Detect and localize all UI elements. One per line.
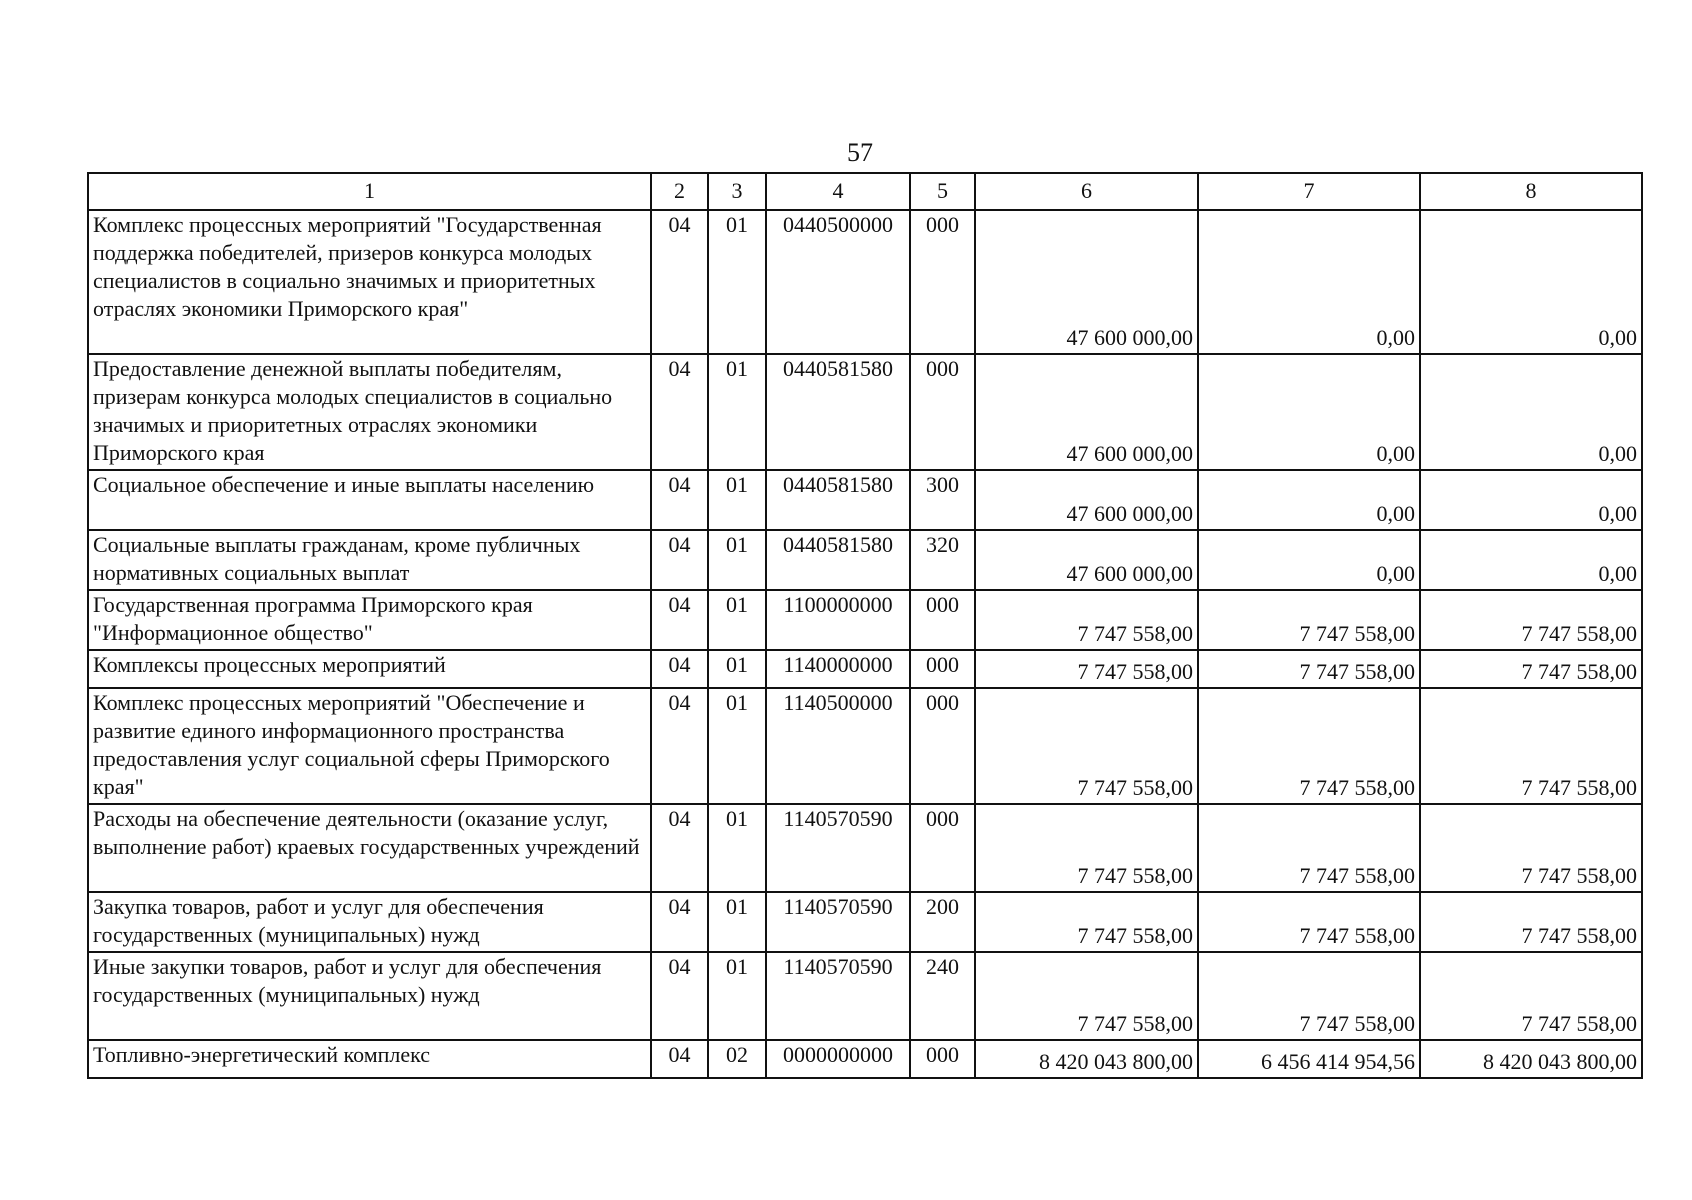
amount-col7-cell: 0,00 xyxy=(1198,470,1420,530)
target-article-cell: 0440500000 xyxy=(766,210,910,354)
header-cell: 4 xyxy=(766,173,910,210)
amount-col6-cell: 47 600 000,00 xyxy=(975,530,1198,590)
table-row xyxy=(88,804,1642,892)
expense-type-cell: 240 xyxy=(910,952,975,1040)
amount-col7-cell: 7 747 558,00 xyxy=(1198,892,1420,952)
expense-type-cell: 000 xyxy=(910,354,975,470)
row-name-cell: Закупка товаров, работ и услуг для обеспечения государственных (муниципальных) нужд xyxy=(88,892,651,952)
section-code-cell: 04 xyxy=(651,210,708,354)
header-cell: 3 xyxy=(708,173,766,210)
amount-col8-cell: 7 747 558,00 xyxy=(1420,804,1642,892)
amount-col8-cell: 7 747 558,00 xyxy=(1420,650,1642,688)
amount-col7-cell: 6 456 414 954,56 xyxy=(1198,1040,1420,1078)
row-name-cell: Социальные выплаты гражданам, кроме публичных нормативных социальных выплат xyxy=(88,530,651,590)
amount-col6-cell: 7 747 558,00 xyxy=(975,952,1198,1040)
amount-col6-cell: 47 600 000,00 xyxy=(975,210,1198,354)
header-cell: 2 xyxy=(651,173,708,210)
table-row xyxy=(88,210,1642,354)
expense-type-cell: 000 xyxy=(910,210,975,354)
section-code-cell: 04 xyxy=(651,952,708,1040)
header-cell: 1 xyxy=(88,173,651,210)
expense-type-cell: 000 xyxy=(910,688,975,804)
subsection-code-cell: 01 xyxy=(708,470,766,530)
table-row xyxy=(88,530,1642,590)
table-row xyxy=(88,470,1642,530)
amount-col8-cell: 7 747 558,00 xyxy=(1420,590,1642,650)
section-code-cell: 04 xyxy=(651,688,708,804)
target-article-cell: 1140000000 xyxy=(766,650,910,688)
subsection-code-cell: 01 xyxy=(708,354,766,470)
target-article-cell: 0440581580 xyxy=(766,470,910,530)
section-code-cell: 04 xyxy=(651,470,708,530)
amount-col8-cell: 7 747 558,00 xyxy=(1420,688,1642,804)
amount-col6-cell: 47 600 000,00 xyxy=(975,354,1198,470)
target-article-cell: 1140570590 xyxy=(766,804,910,892)
amount-col6-cell: 47 600 000,00 xyxy=(975,470,1198,530)
expense-type-cell: 320 xyxy=(910,530,975,590)
target-article-cell: 1100000000 xyxy=(766,590,910,650)
target-article-cell: 1140500000 xyxy=(766,688,910,804)
amount-col8-cell: 7 747 558,00 xyxy=(1420,892,1642,952)
subsection-code-cell: 01 xyxy=(708,210,766,354)
expense-type-cell: 300 xyxy=(910,470,975,530)
section-code-cell: 04 xyxy=(651,804,708,892)
header-cell: 8 xyxy=(1420,173,1642,210)
expense-type-cell: 200 xyxy=(910,892,975,952)
amount-col6-cell: 7 747 558,00 xyxy=(975,650,1198,688)
section-code-cell: 04 xyxy=(651,530,708,590)
section-code-cell: 04 xyxy=(651,892,708,952)
header-cell: 5 xyxy=(910,173,975,210)
table-row xyxy=(88,688,1642,804)
expense-type-cell: 000 xyxy=(910,650,975,688)
table-row xyxy=(88,892,1642,952)
amount-col7-cell: 7 747 558,00 xyxy=(1198,688,1420,804)
table-header-row xyxy=(88,173,1642,210)
target-article-cell: 1140570590 xyxy=(766,892,910,952)
subsection-code-cell: 01 xyxy=(708,590,766,650)
row-name-cell: Предоставление денежной выплаты победителям, призерам конкурса молодых специалистов в социально значимых и приоритетных отраслях экономики Приморского края xyxy=(88,354,651,470)
amount-col6-cell: 7 747 558,00 xyxy=(975,688,1198,804)
amount-col7-cell: 7 747 558,00 xyxy=(1198,590,1420,650)
amount-col7-cell: 7 747 558,00 xyxy=(1198,650,1420,688)
header-cell: 6 xyxy=(975,173,1198,210)
expense-type-cell: 000 xyxy=(910,590,975,650)
section-code-cell: 04 xyxy=(651,650,708,688)
amount-col8-cell: 7 747 558,00 xyxy=(1420,952,1642,1040)
subsection-code-cell: 01 xyxy=(708,650,766,688)
amount-col8-cell: 0,00 xyxy=(1420,530,1642,590)
row-name-cell: Расходы на обеспечение деятельности (оказание услуг, выполнение работ) краевых государственных учреждений xyxy=(88,804,651,892)
amount-col7-cell: 7 747 558,00 xyxy=(1198,952,1420,1040)
table-row xyxy=(88,354,1642,470)
target-article-cell: 0440581580 xyxy=(766,354,910,470)
amount-col6-cell: 8 420 043 800,00 xyxy=(975,1040,1198,1078)
amount-col7-cell: 7 747 558,00 xyxy=(1198,804,1420,892)
budget-table xyxy=(87,172,1643,1079)
subsection-code-cell: 01 xyxy=(708,952,766,1040)
table-row xyxy=(88,650,1642,688)
target-article-cell: 0000000000 xyxy=(766,1040,910,1078)
subsection-code-cell: 01 xyxy=(708,892,766,952)
amount-col8-cell: 0,00 xyxy=(1420,470,1642,530)
row-name-cell: Топливно-энергетический комплекс xyxy=(88,1040,651,1078)
expense-type-cell: 000 xyxy=(910,804,975,892)
row-name-cell: Государственная программа Приморского края "Информационное общество" xyxy=(88,590,651,650)
table-row xyxy=(88,590,1642,650)
amount-col8-cell: 0,00 xyxy=(1420,210,1642,354)
amount-col6-cell: 7 747 558,00 xyxy=(975,804,1198,892)
target-article-cell: 0440581580 xyxy=(766,530,910,590)
amount-col7-cell: 0,00 xyxy=(1198,354,1420,470)
subsection-code-cell: 01 xyxy=(708,804,766,892)
row-name-cell: Социальное обеспечение и иные выплаты населению xyxy=(88,470,651,530)
amount-col7-cell: 0,00 xyxy=(1198,210,1420,354)
subsection-code-cell: 01 xyxy=(708,530,766,590)
section-code-cell: 04 xyxy=(651,354,708,470)
table-row xyxy=(88,1040,1642,1078)
target-article-cell: 1140570590 xyxy=(766,952,910,1040)
page-number: 57 xyxy=(847,138,873,167)
header-cell: 7 xyxy=(1198,173,1420,210)
amount-col6-cell: 7 747 558,00 xyxy=(975,892,1198,952)
subsection-code-cell: 01 xyxy=(708,688,766,804)
section-code-cell: 04 xyxy=(651,1040,708,1078)
row-name-cell: Комплексы процессных мероприятий xyxy=(88,650,651,688)
row-name-cell: Комплекс процессных мероприятий "Государственная поддержка победителей, призеров конкурса молодых специалистов в социально значимых и приоритетных отраслях экономики Приморского края" xyxy=(88,210,651,354)
subsection-code-cell: 02 xyxy=(708,1040,766,1078)
amount-col7-cell: 0,00 xyxy=(1198,530,1420,590)
amount-col6-cell: 7 747 558,00 xyxy=(975,590,1198,650)
section-code-cell: 04 xyxy=(651,590,708,650)
row-name-cell: Комплекс процессных мероприятий "Обеспечение и развитие единого информационного пространства предоставления услуг социальной сферы Приморского края" xyxy=(88,688,651,804)
row-name-cell: Иные закупки товаров, работ и услуг для обеспечения государственных (муниципальных) нужд xyxy=(88,952,651,1040)
amount-col8-cell: 0,00 xyxy=(1420,354,1642,470)
expense-type-cell: 000 xyxy=(910,1040,975,1078)
table-row xyxy=(88,952,1642,1040)
amount-col8-cell: 8 420 043 800,00 xyxy=(1420,1040,1642,1078)
